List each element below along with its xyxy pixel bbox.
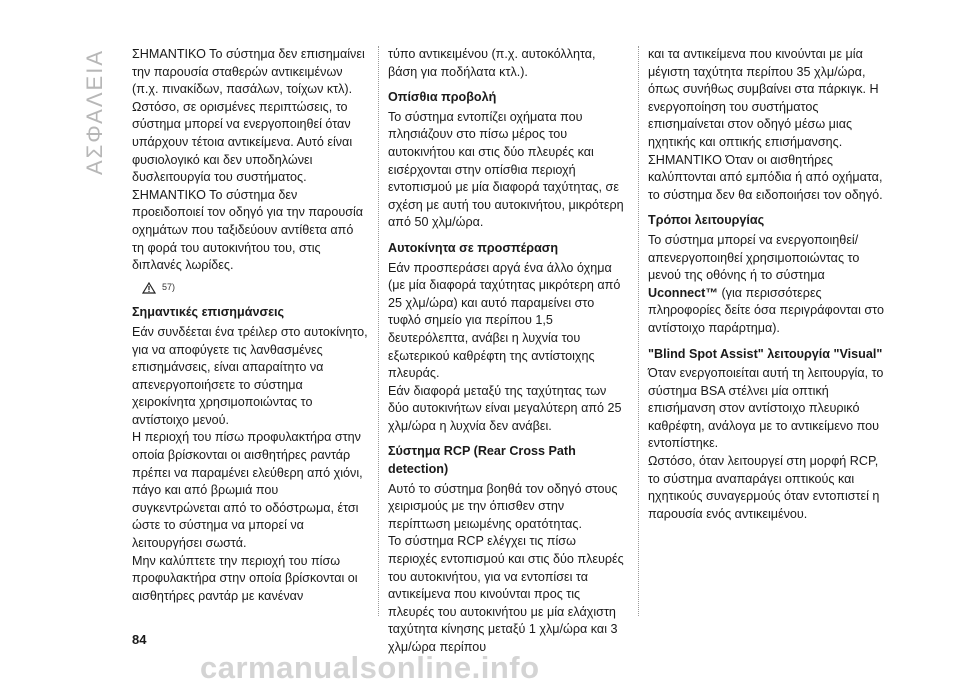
watermark: carmanualsonline.info xyxy=(200,650,540,685)
paragraph: Ωστόσο, όταν λειτουργεί στη μορφή RCP, το σύστημα αναπαράγει οπτικούς και ηχητικούς συναγερμούς όταν εντοπιστεί η παρουσία ενός αντικειμένου. xyxy=(648,454,880,521)
paragraph-text: Το σύστημα μπορεί να ενεργοποιηθεί/απενεργοποιηθεί χρησιμοποιώντας το μενού της οθόνης ή το σύστημα xyxy=(648,232,860,283)
section-side-tab xyxy=(82,48,108,176)
note-reference: 57) xyxy=(162,281,176,292)
warning-triangle-icon xyxy=(142,282,156,294)
column-divider xyxy=(638,46,640,616)
column-3 xyxy=(648,46,888,523)
paragraph: Αυτό το σύστημα βοηθά τον οδηγό στους χειρισμούς με την όπισθεν στην περίπτωση μειωμένης ορατότητας. xyxy=(388,481,618,531)
paragraph: Το σύστημα εντοπίζει οχήματα που πλησιάζουν στο πίσω μέρος του αυτοκινήτου και στις δύο πλευρές και εισέρχονται στην οπίσθια περιοχή εντοπισμού με μία διαφορά ταχύτητας, σε σχέση με αυτή του αυτοκινήτου, μικρότερη από 50 χλμ/ώρα. xyxy=(388,109,624,230)
paragraph: Μην καλύπτετε την περιοχή του πίσω προφυλακτήρα στην οποία βρίσκονται οι αισθητήρες ραντάρ με κανέναν xyxy=(132,553,358,603)
paragraph-text: (για περισσότερες πληροφορίες δείτε όσα περιγράφονται στο αντίστοιχο παράρτημα). xyxy=(648,285,884,335)
column-divider xyxy=(378,46,380,616)
uconnect-label: Uconnect™ xyxy=(648,285,718,300)
paragraph: Το σύστημα RCP ελέγχει τις πίσω περιοχές εντοπισμού και στις δύο πλευρές του αυτοκινήτου, για να εντοπίσει τα αντικείμενα που κινούνται προς τις πλευρές του αυτοκινήτου με μία ελάχιστη ταχύτητα κίνησης μεταξύ 1 χλμ/ώρα και 3 χλμ/ώρα περίπου xyxy=(388,534,624,654)
section-heading: Οπίσθια προβολή xyxy=(388,90,497,105)
column-2 xyxy=(388,46,628,657)
column-1 xyxy=(132,46,368,605)
paragraph: τύπο αντικειμένου (π.χ. αυτοκόλλητα, βάση για ποδήλατα κτλ.). xyxy=(388,47,596,79)
page-number: 84 xyxy=(132,632,147,647)
section-heading: Αυτοκίνητα σε προσπέραση xyxy=(388,240,559,255)
paragraph: Όταν ενεργοποιείται αυτή τη λειτουργία, το σύστημα BSA στέλνει μία οπτική επισήμανση στον αντίστοιχο πλευρικό καθρέφτη, ανάλογα με το αντικείμενο που εντοπίστηκε. xyxy=(648,366,884,451)
paragraph xyxy=(648,232,888,338)
paragraph: ΣΗΜΑΝΤΙΚΟ Το σύστημα δεν επισημαίνει την παρουσία σταθερών αντικειμένων (π.χ. πινακίδων, πασάλων, τοίχων κτλ). Ωστόσο, σε ορισμένες περιπτώσεις, το σύστημα μπορεί να ενεργοποιηθεί όταν υπάρχουν τέτοια αντικείμενα. Αυτό είναι φυσιολογικό και δεν υποδηλώνει δυσλειτουργία του συστήματος. xyxy=(132,47,365,185)
paragraph: Εάν συνδέεται ένα τρέιλερ στο αυτοκίνητο, για να αποφύγετε τις λανθασμένες επισημάνσεις, είναι απαραίτητο να απενεργοποιήσετε το σύστημα χειροκίνητα χρησιμοποιώντας το αντίστοιχο μενού. xyxy=(132,324,368,427)
section-heading: "Blind Spot Assist" λειτουργία "Visual" xyxy=(648,346,883,361)
paragraph: και τα αντικείμενα που κινούνται με μία μέγιστη ταχύτητα περίπου 35 χλμ/ώρα, όπως συνήθως συμβαίνει στα πάρκιγκ. Η ενεργοποίηση του συστήματος επισημαίνεται στον οδηγό μέσω μιας ηχητικής και οπτικής επισήμανσης. xyxy=(648,47,879,149)
paragraph: ΣΗΜΑΝΤΙΚΟ Όταν οι αισθητήρες καλύπτονται από εμπόδια ή από οχήματα, το σύστημα δεν θα ειδοποιήσει τον οδηγό. xyxy=(648,152,883,202)
section-heading: Σημαντικές επισημάνσεις xyxy=(132,305,285,320)
paragraph: Η περιοχή του πίσω προφυλακτήρα στην οποία βρίσκονται οι αισθητήρες ραντάρ πρέπει να παραμένει ελεύθερη από χιόνι, πάγο και από βρωμιά που συγκεντρώνεται από το οδόστρωμα, έτσι ώστε το σύστημα να μπορεί να λειτουργήσει σωστά. xyxy=(132,430,363,551)
paragraph: ΣΗΜΑΝΤΙΚΟ Το σύστημα δεν προειδοποιεί τον οδηγό για την παρουσία οχημάτων που ταξιδεύουν αντίθετα από τη φορά του αυτοκινήτου του, στις διπλανές λωρίδες. xyxy=(132,187,364,273)
paragraph: Εάν διαφορά μεταξύ της ταχύτητας των δύο αυτοκινήτων είναι μεγαλύτερη από 25 χλμ/ώρα η λυχνία δεν ανάβει. xyxy=(388,383,622,433)
warning-note xyxy=(142,279,368,297)
section-heading: Σύστημα RCP (Rear Cross Path detection) xyxy=(388,444,576,477)
section-side-tab-label: ΑΣΦΑΛΕΙΑ xyxy=(82,48,107,176)
paragraph: Εάν προσπεράσει αργά ένα άλλο όχημα (με μία διαφορά ταχύτητας μικρότερη από 25 χλμ/ώρα) και αυτό παραμείνει στο τυφλό σημείο για περίπου 1,5 δευτερόλεπτα, ανάβει η λυχνία του εξωτερικού καθρέφτη της αντίστοιχης πλευράς. xyxy=(388,260,621,381)
section-heading: Τρόποι λειτουργίας xyxy=(648,213,765,228)
